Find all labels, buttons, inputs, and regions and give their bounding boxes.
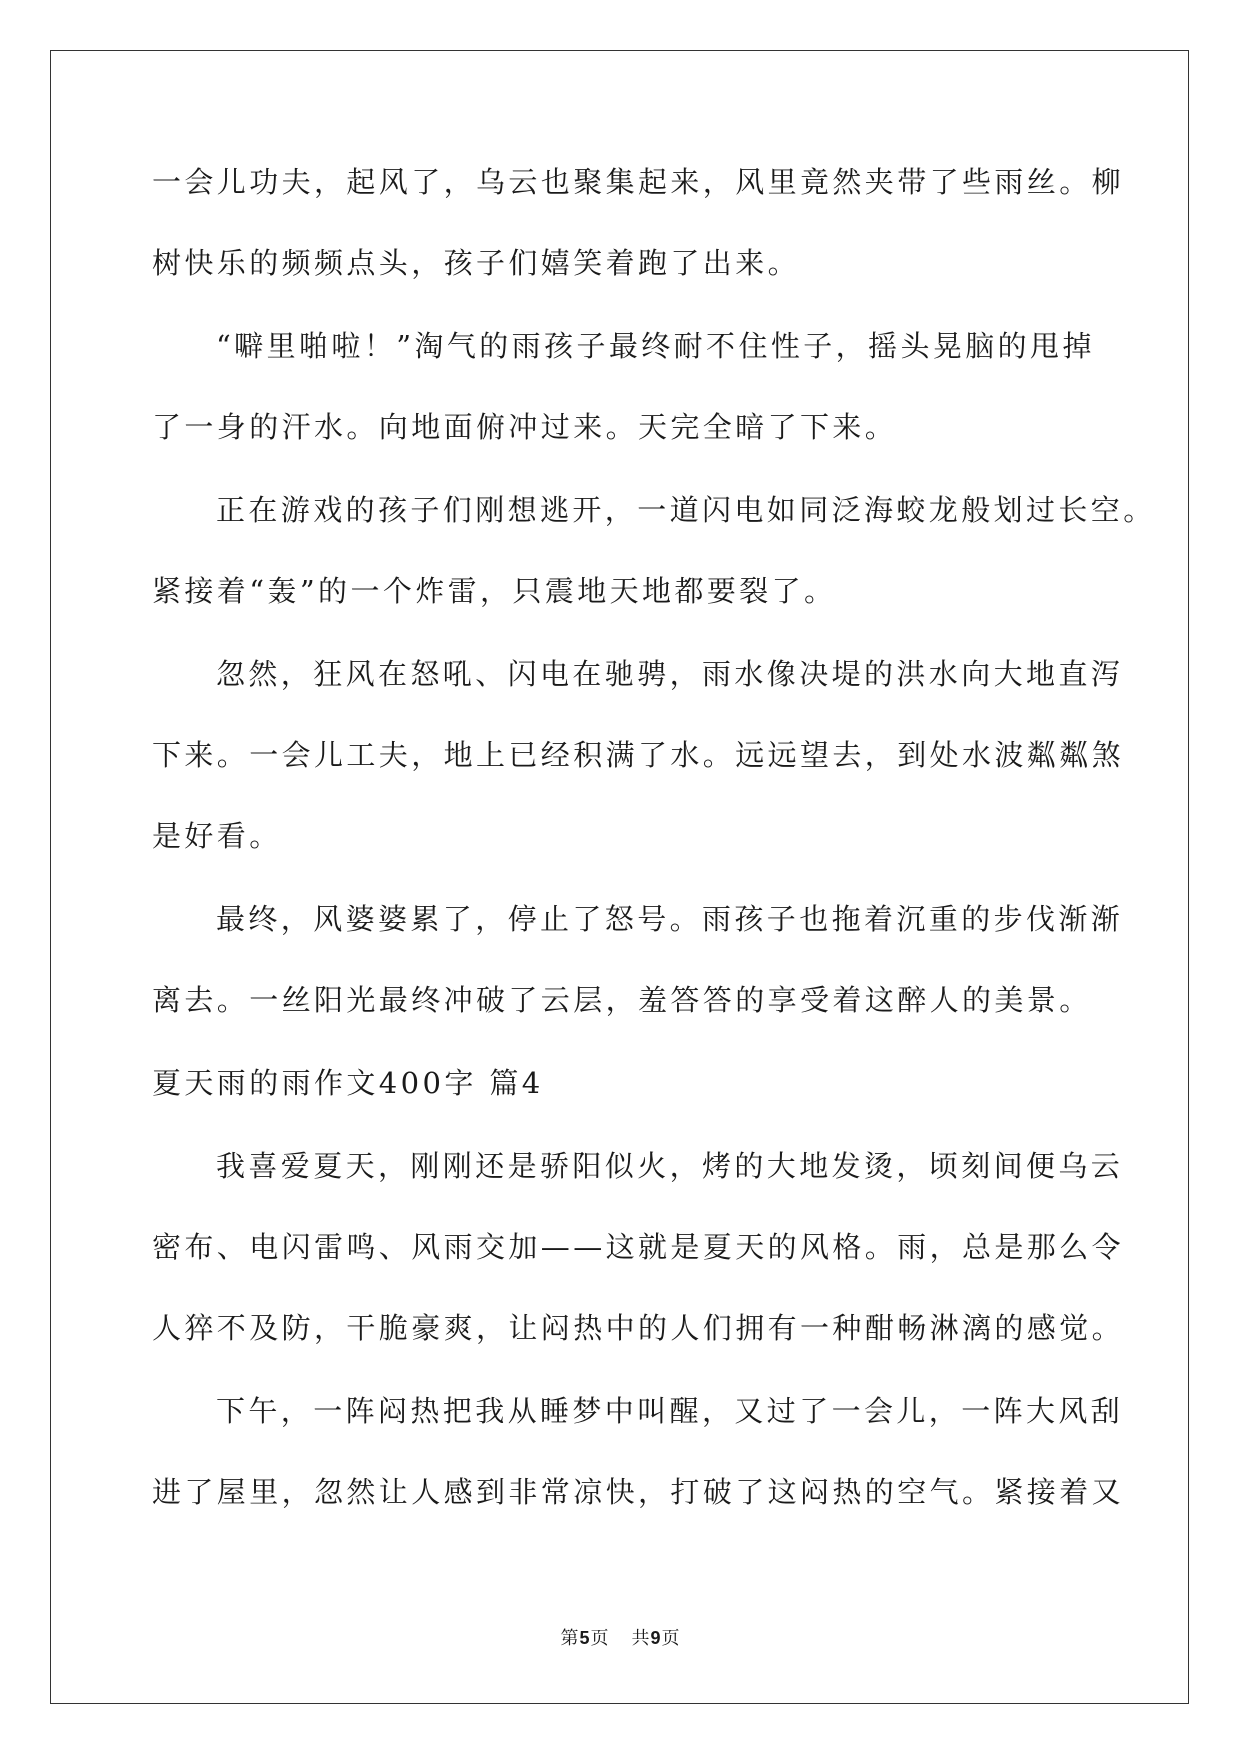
text-line: 一会儿功夫，起风了，乌云也聚集起来，风里竟然夹带了些雨丝。柳 <box>152 165 1125 199</box>
document-body <box>152 162 1156 1555</box>
text-line: 下午，一阵闷热把我从睡梦中叫醒，又过了一会儿，一阵大风刮 <box>216 1394 1124 1428</box>
page-prefix: 第 <box>560 1628 580 1649</box>
section-heading: 夏天雨的雨作文400字 篇4 <box>152 1066 544 1100</box>
text-line: 是好看。 <box>152 819 282 853</box>
text-line: 进了屋里，忽然让人感到非常凉快，打破了这闷热的空气。紧接着又 <box>152 1475 1125 1509</box>
paragraph <box>152 490 1156 611</box>
page-suffix: 页 <box>590 1628 610 1649</box>
text-line: 树快乐的频频点头，孩子们嬉笑着跑了出来。 <box>152 246 801 280</box>
text-line: 下来。一会儿工夫，地上已经积满了水。远远望去，到处水波粼粼煞 <box>152 738 1125 772</box>
text-line: 紧接着“轰”的一个炸雷，只震地天地都要裂了。 <box>152 574 837 608</box>
text-line: 了一身的汗水。向地面俯冲过来。天完全暗了下来。 <box>152 410 898 444</box>
total-suffix: 页 <box>661 1628 681 1649</box>
paragraph <box>152 1146 1125 1348</box>
total-pages: 9 <box>650 1628 662 1648</box>
paragraph <box>152 162 1125 283</box>
paragraph <box>152 899 1124 1020</box>
total-prefix: 共 <box>631 1628 651 1649</box>
page-number: 5 <box>579 1628 591 1648</box>
page-footer <box>0 1627 1241 1650</box>
text-line: 密布、电闪雷鸣、风雨交加——这就是夏天的风格。雨，总是那么令 <box>152 1230 1125 1264</box>
text-line: 离去。一丝阳光最终冲破了云层，羞答答的享受着这醉人的美景。 <box>152 983 1092 1017</box>
paragraph <box>152 326 1095 447</box>
paragraph <box>152 1391 1125 1512</box>
paragraph <box>152 654 1125 856</box>
text-line: “噼里啪啦！”淘气的雨孩子最终耐不住性子，摇头晃脑的甩掉 <box>216 329 1095 363</box>
text-line: 人猝不及防，干脆豪爽，让闷热中的人们拥有一种酣畅淋漓的感觉。 <box>152 1311 1125 1345</box>
text-line: 忽然，狂风在怒吼、闪电在驰骋，雨水像决堤的洪水向大地直泻 <box>216 657 1124 691</box>
text-line: 最终，风婆婆累了，停止了怒号。雨孩子也拖着沉重的步伐渐渐 <box>216 902 1124 936</box>
text-line: 正在游戏的孩子们刚想逃开，一道闪电如同泛海蛟龙般划过长空。 <box>216 493 1156 527</box>
text-line: 我喜爱夏天，刚刚还是骄阳似火，烤的大地发烫，顷刻间便乌云 <box>216 1149 1124 1183</box>
